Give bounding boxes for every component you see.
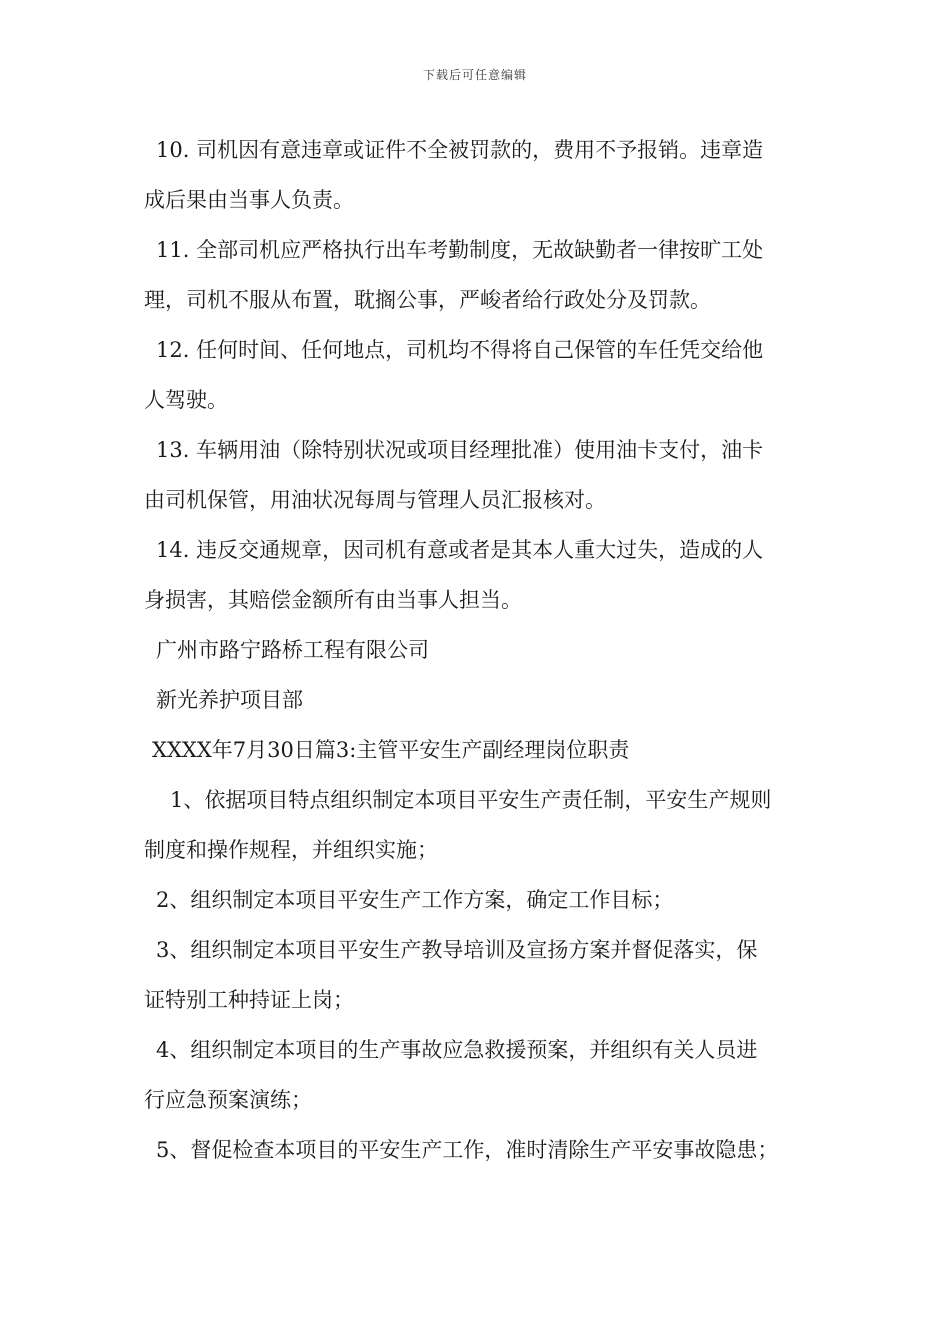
paragraph-line: 4、组织制定本项目的生产事故应急救援预案，并组织有关人员进 bbox=[156, 1038, 758, 1062]
paragraph-line: 成后果由当事人负责。 bbox=[144, 188, 354, 212]
department-name: 新光养护项目部 bbox=[156, 688, 303, 712]
paragraph-line: 证特别工种持证上岗； bbox=[144, 988, 354, 1012]
paragraph-line: 由司机保管，用油状况每周与管理人员汇报核对。 bbox=[144, 488, 606, 512]
paragraph-line: 身损害，其赔偿金额所有由当事人担当。 bbox=[144, 588, 522, 612]
paragraph-line: 行应急预案演练； bbox=[144, 1088, 312, 1112]
paragraph-line: 11. 全部司机应严格执行出车考勤制度，无故缺勤者一律按旷工处 bbox=[156, 238, 764, 262]
company-name: 广州市路宁路桥工程有限公司 bbox=[156, 638, 429, 662]
paragraph-line: 制度和操作规程，并组织实施； bbox=[144, 838, 438, 862]
page-header: 下载后可任意编辑 bbox=[422, 68, 527, 82]
paragraph-line: 10. 司机因有意违章或证件不全被罚款的，费用不予报销。违章造 bbox=[156, 138, 764, 162]
paragraph-line: 人驾驶。 bbox=[144, 388, 228, 412]
paragraph-line: 2、组织制定本项目平安生产工作方案，确定工作目标； bbox=[156, 888, 674, 912]
paragraph-line: 5、督促检查本项目的平安生产工作，准时清除生产平安事故隐患； bbox=[156, 1138, 779, 1162]
paragraph-line: 13. 车辆用油（除特别状况或项目经理批准）使用油卡支付，油卡 bbox=[156, 438, 764, 462]
paragraph-line: 3、组织制定本项目平安生产教导培训及宣扬方案并督促落实，保 bbox=[156, 938, 758, 962]
paragraph-line: 1、依据项目特点组织制定本项目平安生产责任制，平安生产规则 bbox=[170, 788, 772, 812]
paragraph-line: 理，司机不服从布置，耽搁公事，严峻者给行政处分及罚款。 bbox=[144, 288, 711, 312]
paragraph-line: 14. 违反交通规章，因司机有意或者是其本人重大过失，造成的人 bbox=[156, 538, 764, 562]
paragraph-line: 12. 任何时间、任何地点，司机均不得将自己保管的车任凭交给他 bbox=[156, 338, 764, 362]
date-and-section-title: XXXX年7月30日篇3:主管平安生产副经理岗位职责 bbox=[152, 738, 630, 762]
